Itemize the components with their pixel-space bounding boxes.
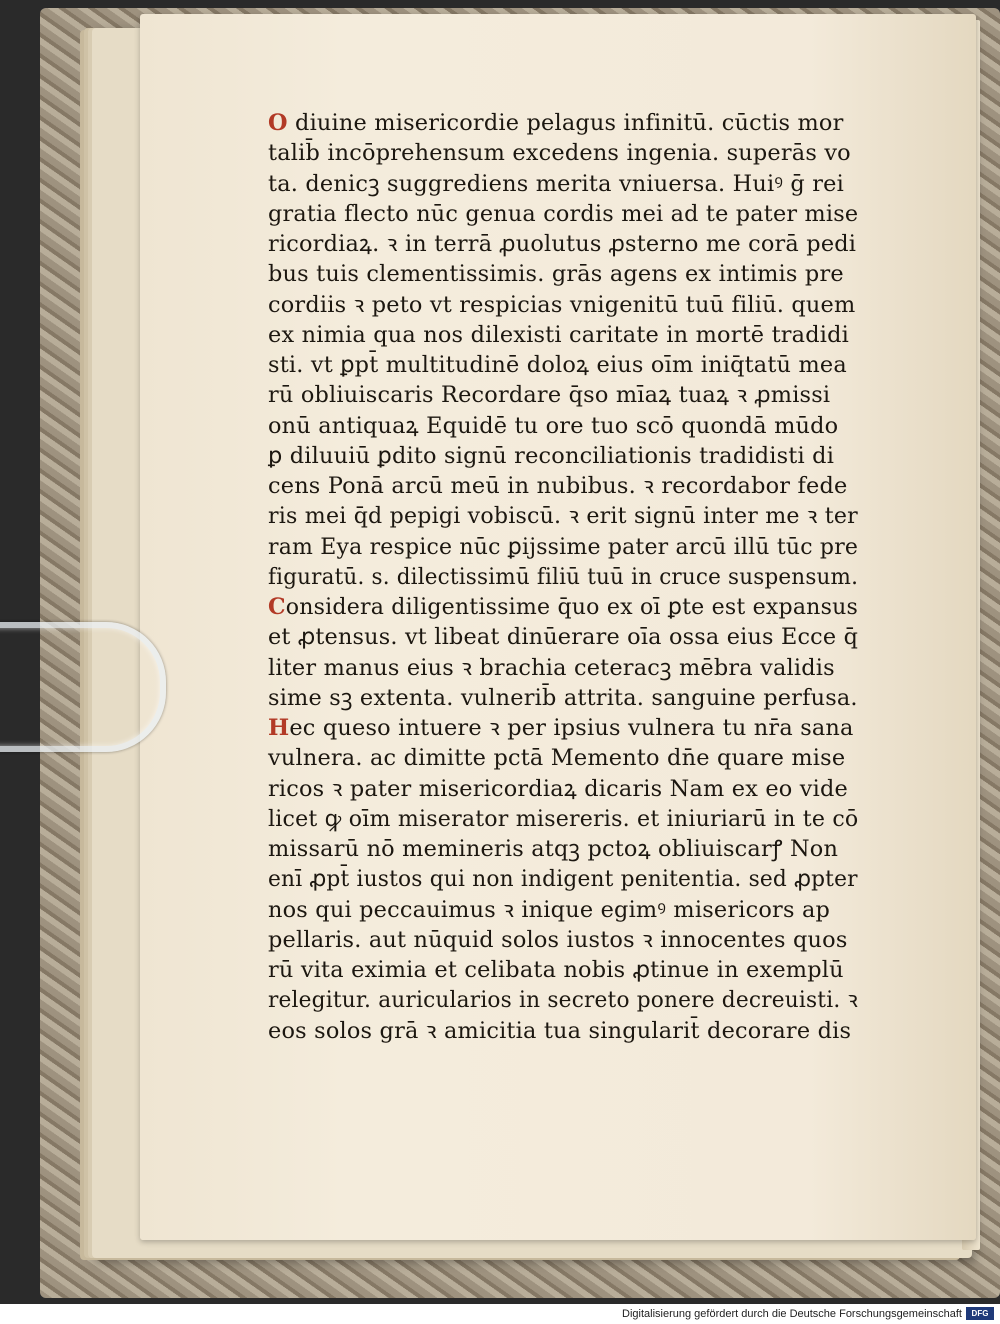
text-line: vulnera. ac dimitte pctā Memento dn̄e quare mise (268, 745, 846, 772)
rubricated-initial: H (268, 715, 290, 741)
text-line: ricordiaꝝ. ꝛ in terrā ꝓuolutus ꝓsterno me corā pedi (268, 231, 857, 257)
text-line: rū vita eximia et celibata nobis ꝓtinue in exemplū (268, 957, 844, 983)
text-line: figuratū. s. dilectissimū filiū tuū in cruce suspensum. (268, 563, 859, 590)
text-line: liter manus eius ꝛ brachia ceteracꝫ mēbra validis (268, 654, 835, 681)
text-line: ta. denicꝫ suggrediens merita vniuersa. Huiꝰ ḡ rei (268, 170, 844, 197)
credit-footer (0, 1304, 1000, 1324)
text-line: sime sꝫ extenta. vulnerib̄ attrita. sanguine perfusa. (268, 684, 858, 711)
text-line: ex nimia qua nos dilexisti caritate in mortē tradidi (268, 321, 850, 348)
text-line: cordiis ꝛ peto vt respicias vnigenitū tuū filiū. quem (268, 291, 856, 318)
page-clip (0, 622, 166, 752)
page-text (268, 108, 858, 1046)
text-line: pellaris. aut nūquid solos iustos ꝛ innocentes quos (268, 926, 848, 953)
text-line: sti. vt ꝑpt̄ multitudinē doloꝝ eius oīm iniq̄tatū mea (268, 352, 847, 378)
text-line: O diuine misericordie pelagus infinitū. cūctis mor (268, 110, 844, 136)
text-line: relegitur. auricularios in secreto ponere decreuisti. ꝛ (268, 987, 858, 1014)
rubricated-initial: C (268, 594, 286, 620)
text-line: ram Eya respice nūc ꝑijssime pater arcū illū tūc pre (268, 533, 859, 560)
text-line: ris mei q̄d pepigi vobiscū. ꝛ erit signū inter me ꝛ ter (268, 503, 858, 530)
rubricated-initial: O (268, 110, 288, 136)
text-line: talib̄ incōprehensum excedens ingenia. superās vo (268, 140, 851, 167)
text-line: bus tuis clementissimis. grās agens ex intimis pre (268, 261, 844, 288)
text-line: et ꝓtensus. vt libeat dinūerare oīa ossa eius Ecce q̄ (268, 624, 859, 651)
text-line: missarū nō memineris atqꝫ pctoꝝ obliuiscarꝭ Non (268, 836, 839, 862)
dfg-credit-text: Digitalisierung gefördert durch die Deutsche Forschungsgemeinschaft (622, 1308, 962, 1320)
text-line: ꝑ diluuiū ꝑdito signū reconciliationis tradidisti di (268, 442, 835, 469)
text-line: licet ꝙ oīm miserator misereris. et iniuriarū in te cō (268, 805, 859, 832)
text-line: rū obliuiscaris Recordare q̄so mīaꝝ tuaꝝ ꝛ ꝓmissi (268, 382, 831, 409)
text-line: Hec queso intuere ꝛ per ipsius vulnera tu nr̄a sana (268, 715, 854, 741)
text-line: onū antiquaꝝ Equidē tu ore tuo scō quondā mūdo (268, 412, 839, 439)
text-line: Considera diligentissime q̄uo ex oī ꝑte est expansus (268, 594, 858, 620)
text-line: cens Ponā arcū meū in nubibus. ꝛ recordabor fede (268, 473, 848, 499)
text-line: nos qui peccauimus ꝛ inique egimꝰ misericors ap (268, 896, 831, 923)
dfg-logo: DFG (966, 1307, 994, 1320)
text-line: eos solos grā ꝛ amicitia tua singularit̄ decorare dis (268, 1017, 852, 1044)
text-line: enī ꝓpt̄ iustos qui non indigent penitentia. sed ꝓpter (268, 866, 858, 893)
text-line: ricos ꝛ pater misericordiaꝝ dicaris Nam ex eo vide (268, 775, 848, 802)
text-line: gratia flecto nūc genua cordis mei ad te pater mise (268, 200, 859, 227)
